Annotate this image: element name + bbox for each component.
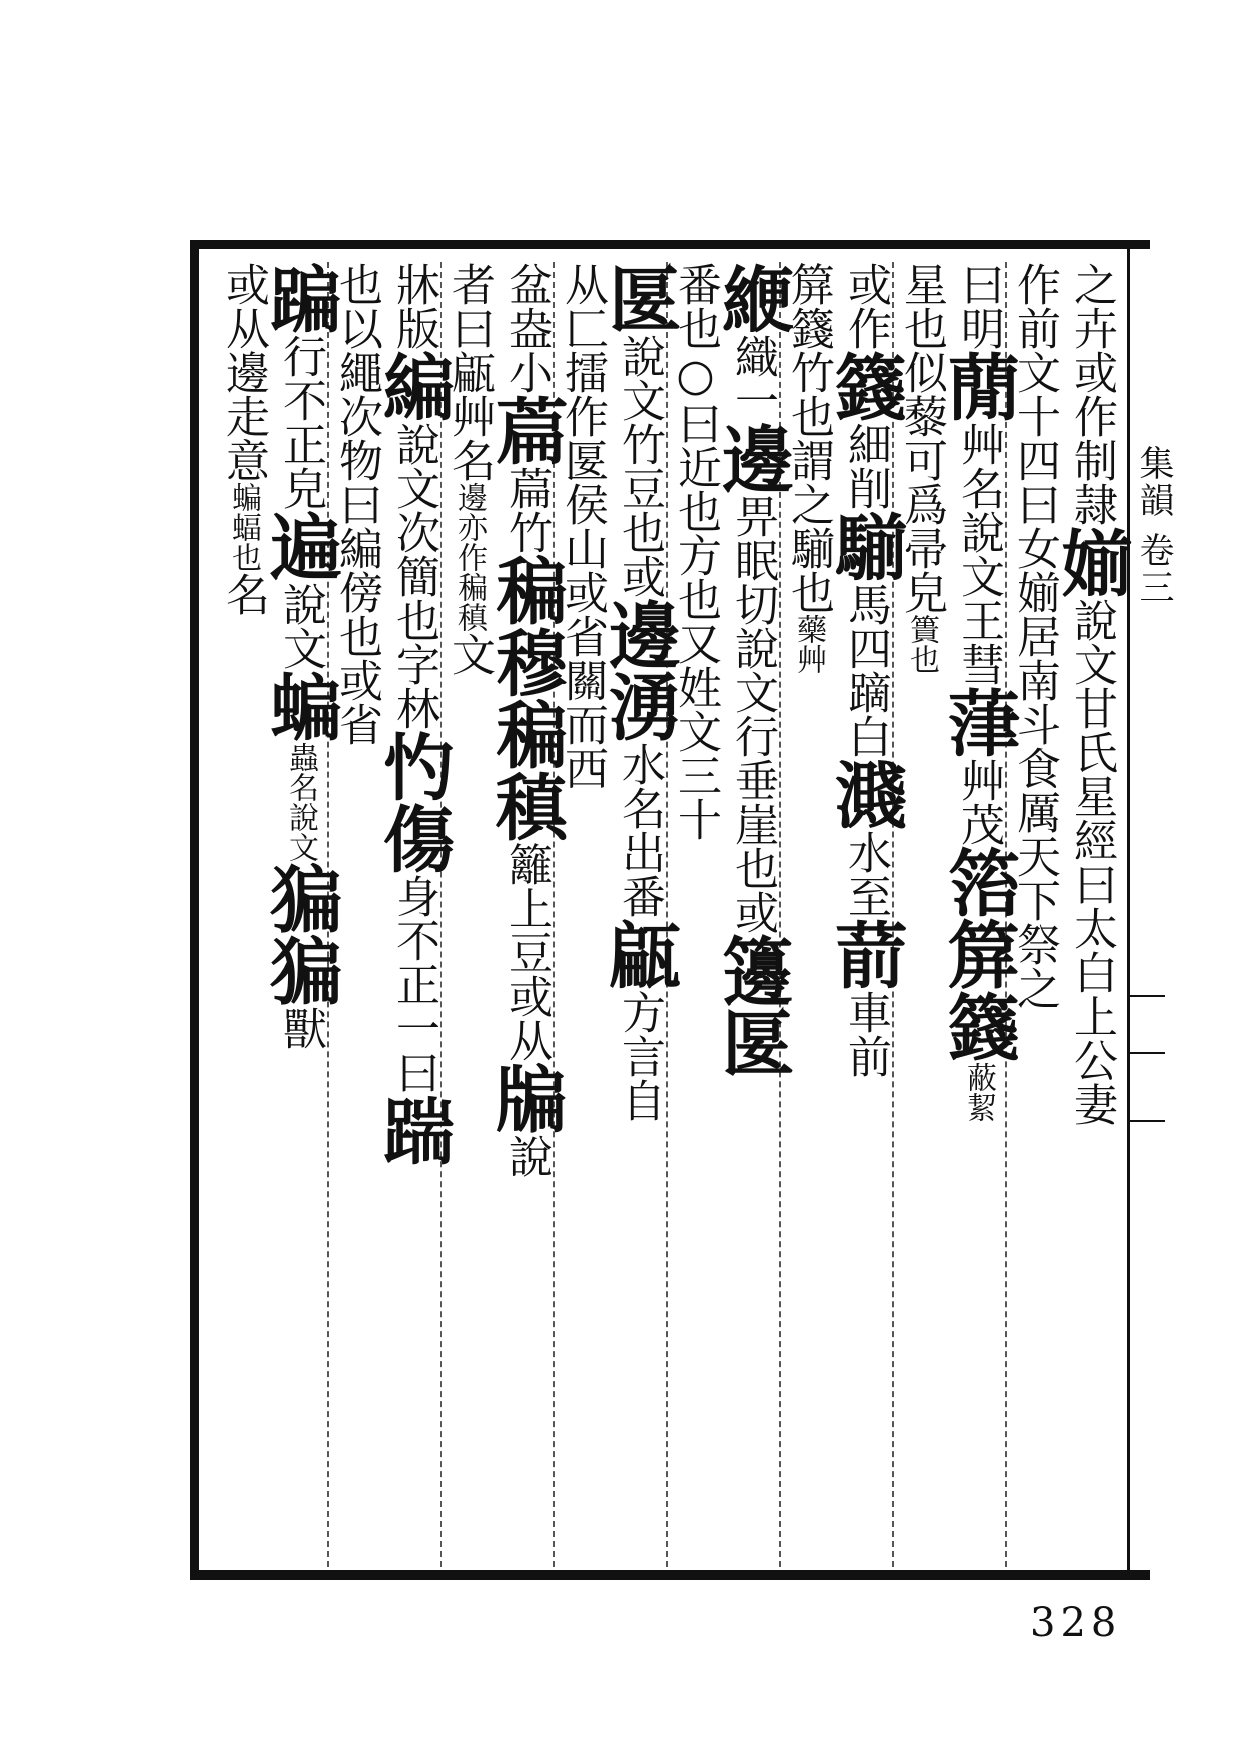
gloss-text: 細削 bbox=[840, 422, 891, 510]
margin-tick bbox=[1130, 1120, 1165, 1122]
gloss-text: 牀版 bbox=[388, 262, 439, 350]
gloss-text: 艸名說文王彗 bbox=[953, 422, 1004, 686]
margin-title: 集韻 卷三 bbox=[1134, 445, 1174, 607]
gloss-text: 行不正皃 bbox=[275, 334, 326, 510]
headword: 籛 bbox=[823, 350, 908, 422]
gloss-text: 文 bbox=[444, 632, 495, 676]
gloss-text: 畀眠切說文行垂崖也或 bbox=[727, 494, 778, 934]
headword: 遍 bbox=[258, 510, 343, 582]
headword: 邊 bbox=[710, 422, 795, 494]
gloss-text: 獸 bbox=[275, 1006, 326, 1050]
gloss-text: 方言自 bbox=[614, 990, 665, 1122]
page-number: 328 bbox=[1030, 1600, 1122, 1646]
gloss-text: 身不正一曰 bbox=[388, 874, 439, 1094]
headword: 蹁 bbox=[258, 262, 343, 334]
headword: 葏 bbox=[936, 686, 1021, 758]
gloss-text: 說文 bbox=[275, 582, 326, 670]
text-column bbox=[484, 262, 569, 1567]
headword: 葥 bbox=[823, 918, 908, 990]
text-column bbox=[371, 262, 456, 1567]
gloss-text: 說文次簡也字林 bbox=[388, 422, 439, 730]
small-gloss: 邊亦作稨稹 bbox=[452, 482, 487, 632]
text-column bbox=[258, 262, 343, 1567]
headword: 編 bbox=[371, 350, 456, 422]
frame-right-rule bbox=[1127, 245, 1130, 1580]
headword: 騚 bbox=[823, 510, 908, 582]
small-gloss: 蔽絜 bbox=[961, 1062, 996, 1122]
headword: 籩匽 bbox=[710, 934, 795, 1078]
margin-tick bbox=[1130, 1052, 1165, 1054]
headword: 踹 bbox=[371, 1094, 456, 1166]
text-column bbox=[894, 262, 951, 1567]
text-column bbox=[216, 262, 273, 1567]
gloss-text: 傍也或省 bbox=[331, 570, 382, 746]
margin-tick bbox=[1130, 995, 1165, 997]
text-column bbox=[1049, 262, 1134, 1567]
gloss-text: 盆盎小 bbox=[501, 262, 552, 394]
gloss-text: 關而西 bbox=[557, 658, 608, 790]
small-gloss: 蝙蝠也 bbox=[226, 482, 261, 572]
headword: 媊 bbox=[1049, 526, 1134, 598]
gloss-text: 者曰甂 bbox=[444, 262, 495, 394]
gloss-text: 說文甘氏星經曰太白上公妻 bbox=[1066, 598, 1117, 1126]
gloss-text: 艸茂 bbox=[953, 758, 1004, 846]
headword: 牑 bbox=[484, 1062, 569, 1134]
headword: 蕑 bbox=[936, 350, 1021, 422]
gloss-text: 作前文十四 bbox=[1009, 262, 1060, 482]
text-column bbox=[710, 262, 795, 1567]
text-column bbox=[823, 262, 908, 1567]
headword: 箈箳籛 bbox=[936, 846, 1021, 1062]
headword: 濺 bbox=[823, 758, 908, 830]
headword: 稨穆稨稹 bbox=[484, 554, 569, 842]
gloss-text: 侯山或省 bbox=[557, 482, 608, 658]
gloss-text: 曰女媊居南斗食厲天下祭之 bbox=[1009, 482, 1060, 1010]
text-column bbox=[442, 262, 499, 1567]
gloss-text: 之卉或作制隷 bbox=[1066, 262, 1117, 526]
gloss-text: 以繩次物曰編 bbox=[331, 306, 382, 570]
gloss-text: 名 bbox=[218, 572, 269, 616]
headword: 蝙 bbox=[258, 670, 343, 742]
gloss-text: 或从邊 bbox=[218, 262, 269, 394]
gloss-text: 籬上豆或从 bbox=[501, 842, 552, 1062]
gloss-text: 走意 bbox=[218, 394, 269, 482]
headword: 緶 bbox=[710, 262, 795, 334]
text-column bbox=[936, 262, 1021, 1567]
gloss-text: 謂之騚 bbox=[783, 438, 834, 570]
small-gloss: 蟲名說文 bbox=[283, 742, 318, 862]
headword: 邊湧 bbox=[597, 598, 682, 742]
gloss-text: 番也○ bbox=[670, 262, 721, 401]
gloss-text: 說文竹豆也或 bbox=[614, 334, 665, 598]
gloss-text: 織一 bbox=[727, 334, 778, 422]
headword: 猵猵 bbox=[258, 862, 343, 1006]
headword: 甂 bbox=[597, 918, 682, 990]
gloss-text: 車前 bbox=[840, 990, 891, 1078]
gloss-text: 水至 bbox=[840, 830, 891, 918]
gloss-text: 也 bbox=[783, 570, 834, 614]
gloss-text: 也似藜可爲帚 bbox=[896, 306, 947, 570]
gloss-text: 萹竹 bbox=[501, 466, 552, 554]
headword: 匽 bbox=[597, 262, 682, 334]
gloss-text: 水名出番 bbox=[614, 742, 665, 918]
headword: 萹 bbox=[484, 394, 569, 466]
gloss-text: 从匚擂作匽 bbox=[557, 262, 608, 482]
gloss-text: 曰近也方也又姓文三十 bbox=[670, 401, 721, 841]
gloss-text: 說 bbox=[501, 1134, 552, 1178]
gloss-text: 箳籛 bbox=[783, 262, 834, 350]
headword: 㣿傷 bbox=[371, 730, 456, 874]
gloss-text: 或作 bbox=[840, 262, 891, 350]
text-column bbox=[668, 262, 725, 1567]
gloss-text: 星 bbox=[896, 262, 947, 306]
gloss-text: 皃 bbox=[896, 570, 947, 614]
gloss-text: 艸名 bbox=[444, 394, 495, 482]
gloss-text: 曰明 bbox=[953, 262, 1004, 350]
gloss-text: 馬四蹢白 bbox=[840, 582, 891, 758]
gloss-text: 也 bbox=[331, 262, 382, 306]
small-gloss: 藥艸 bbox=[791, 614, 826, 674]
small-gloss: 簣也 bbox=[904, 614, 939, 674]
gloss-text: 竹也 bbox=[783, 350, 834, 438]
text-column bbox=[597, 262, 682, 1567]
